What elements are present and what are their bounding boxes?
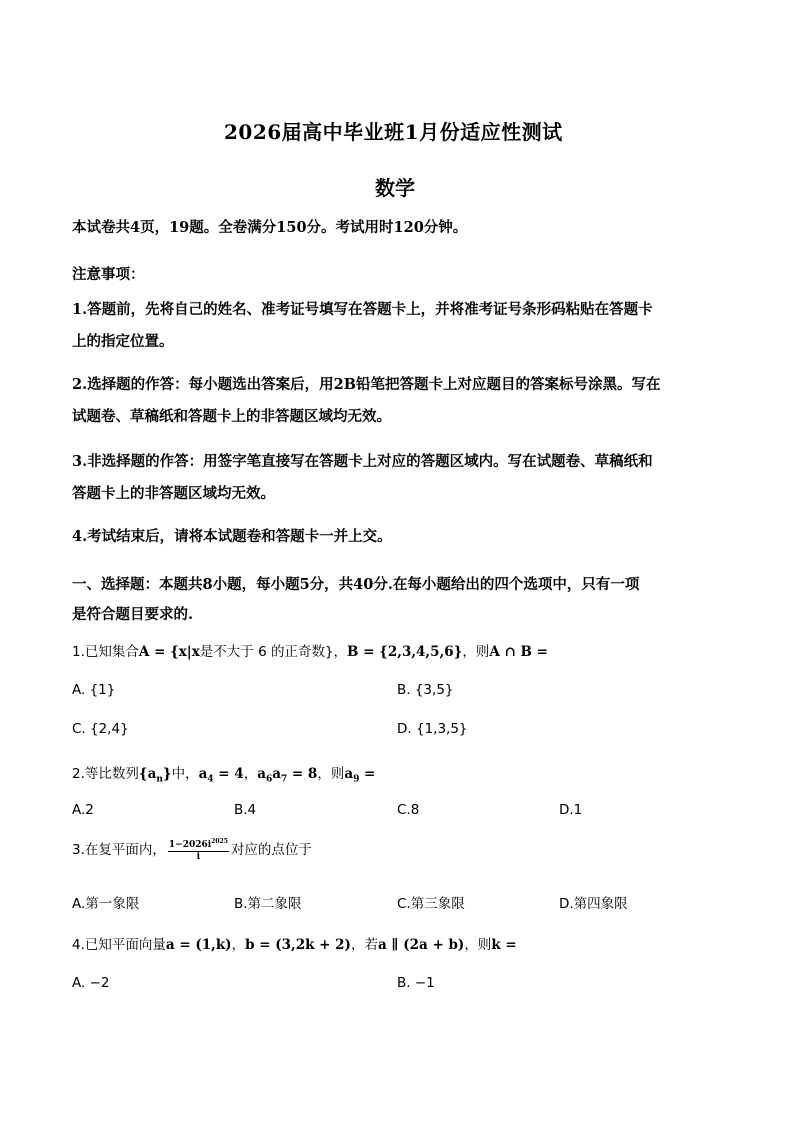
q3-option-d: D.第四象限: [559, 896, 628, 912]
q2-a9: [344, 766, 376, 785]
q4-vector-a: a = (1,k): [165, 937, 232, 953]
q4-option-b: B. −1: [397, 975, 435, 991]
q1-set-b: B = {2,3,4,5,6}: [347, 644, 463, 660]
question-3: [72, 838, 312, 862]
q4-cond: ，若: [350, 937, 378, 953]
q2-a4: [198, 766, 244, 785]
q4-prefix: 4.已知平面向量: [72, 937, 166, 953]
notice-item-3-line-1: 3.非选择题的作答：用签字笔直接写在答题卡上对应的答题区域内。写在试题卷、草稿纸和: [72, 453, 653, 470]
q4-tail: ，则: [464, 937, 492, 953]
q2-option-d: D.1: [559, 802, 583, 818]
intro-text: 本试卷共4页，19题。全卷满分150分。考试用时120分钟。: [72, 219, 468, 236]
q2-a7-sub: 7: [280, 774, 288, 785]
q4-option-a: A. −2: [72, 975, 110, 991]
q3-exponent: 2025: [211, 838, 228, 845]
q2-a67-val: = 8: [287, 766, 318, 782]
q4-vector-b: b = (3,2k + 2): [245, 937, 351, 953]
exam-title: 2026届高中毕业班1月份适应性测试: [224, 120, 563, 144]
q1-set-a: A = {x|x: [138, 644, 200, 660]
q4-k: k =: [491, 937, 517, 953]
q2-a4-val: = 4: [213, 766, 244, 782]
q3-option-a: A.第一象限: [72, 896, 140, 912]
notice-item-1-line-1: 1.答题前，先将自己的姓名、准考证号填写在答题卡上，并将准考证号条形码粘贴在答题卡: [72, 301, 653, 318]
q2-mid: 中，: [171, 766, 199, 782]
q3-numerator-text: 1−2026i: [168, 840, 212, 850]
q4-sep: ，: [231, 937, 246, 953]
q3-tail: 对应的点位于: [230, 842, 312, 858]
q2-seq-open: {a: [138, 766, 157, 782]
question-1: [72, 640, 548, 660]
q3-option-b: B.第二象限: [234, 896, 302, 912]
q1-option-d: D. {1,3,5}: [397, 721, 468, 737]
q2-option-a: A.2: [72, 802, 94, 818]
section-1-heading-line-2: 是符合题目要求的.: [72, 606, 194, 623]
q4-parallel: a ∥ (2a + b): [377, 937, 465, 953]
q2-prefix: 2.等比数列: [72, 766, 139, 782]
notice-item-1-line-2: 上的指定位置。: [72, 333, 174, 350]
q1-condition: 是不大于 6 的正奇数}，: [199, 644, 348, 660]
notice-item-2-line-1: 2.选择题的作答：每小题选出答案后，用2B铅笔把答题卡上对应题目的答案标号涂黑。写在: [72, 376, 661, 393]
q3-fraction: [168, 838, 229, 862]
q1-prefix: 1.已知集合: [72, 644, 139, 660]
section-1-heading-line-1: 一、选择题：本题共8小题，每小题5分，共40分.在每小题给出的四个选项中，只有一项: [72, 576, 640, 593]
q2-a4-sub: 4: [207, 774, 214, 785]
q2-seq-close: }: [162, 766, 172, 782]
subject-title: 数学: [375, 176, 415, 200]
q2-option-c: C.8: [397, 802, 420, 818]
q2-a4-var: a: [198, 766, 208, 782]
notice-item-3-line-2: 答题卡上的非答题区域均无效。: [72, 485, 275, 502]
q2-a9-sub: 9: [353, 774, 360, 785]
q2-tail: ，则: [317, 766, 345, 782]
q2-a6-sub: 6: [265, 774, 273, 785]
q1-expression: A ∩ B =: [489, 644, 548, 660]
notice-heading: 注意事项：: [72, 266, 145, 283]
q2-a6a7: [257, 766, 318, 785]
question-2: [72, 762, 375, 785]
q1-option-b: B. {3,5}: [397, 682, 454, 698]
notice-item-2-line-2: 试题卷、草稿纸和答题卡上的非答题区域均无效。: [72, 408, 391, 425]
q2-sep: ，: [243, 766, 258, 782]
q2-a9-eq: =: [359, 766, 376, 782]
q2-option-b: B.4: [234, 802, 257, 818]
question-4: [72, 933, 517, 953]
q2-seq: [138, 766, 172, 785]
q2-a7-var: a: [272, 766, 281, 782]
q3-option-c: C.第三象限: [397, 896, 465, 912]
q2-seq-sub: n: [156, 774, 163, 785]
q3-numerator: [168, 838, 229, 852]
q1-option-c: C. {2,4}: [72, 721, 129, 737]
q1-tail: ，则: [462, 644, 490, 660]
q2-a6-var: a: [257, 766, 266, 782]
notice-item-4: 4.考试结束后，请将本试题卷和答题卡一并上交。: [72, 528, 392, 545]
q1-option-a: A. {1}: [72, 682, 116, 698]
q2-a9-var: a: [344, 766, 354, 782]
q3-prefix: 3.在复平面内，: [72, 842, 166, 858]
q3-denominator: i: [196, 852, 201, 862]
